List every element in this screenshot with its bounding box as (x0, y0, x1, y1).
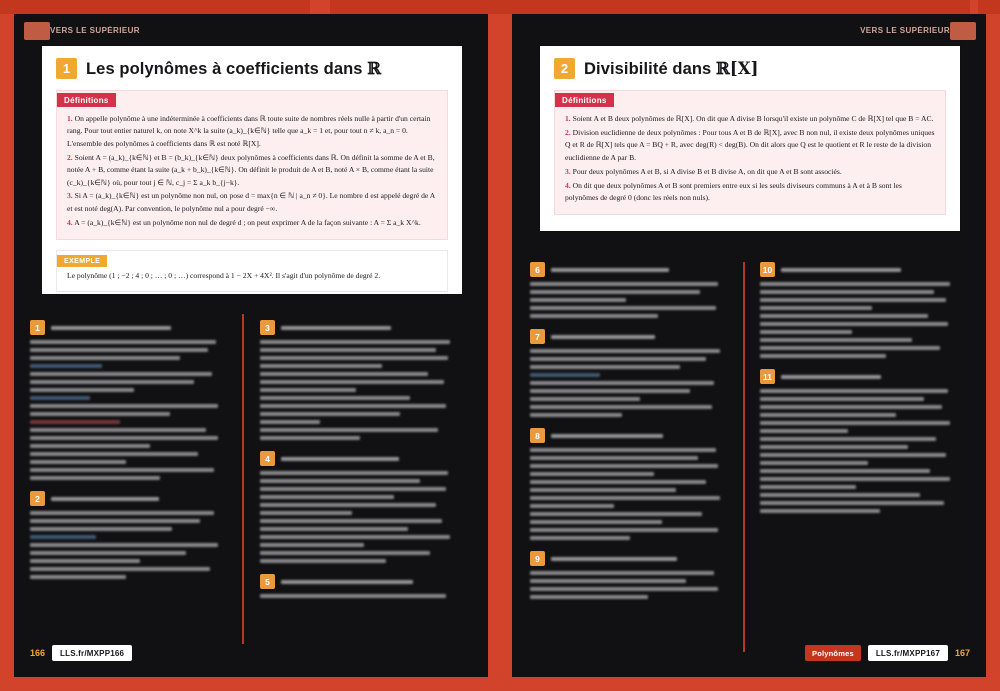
text-line (760, 421, 950, 425)
text-line (530, 357, 706, 361)
resource-code-right[interactable]: LLS.fr/MXPP167 (868, 645, 948, 661)
text-line (30, 468, 214, 472)
text-line (760, 298, 946, 302)
exercise-item[interactable] (760, 369, 960, 513)
text-line (30, 460, 126, 464)
definitions-tag-wrap (562, 91, 935, 109)
text-line (260, 388, 356, 392)
exercise-item[interactable] (530, 262, 728, 318)
text-line (760, 413, 896, 417)
exercise-item[interactable] (530, 551, 728, 599)
text-line (260, 340, 450, 344)
text-line (30, 404, 218, 408)
text-line (30, 420, 120, 424)
text-line (30, 388, 134, 392)
text-line (760, 453, 946, 457)
definition-number: 3. (565, 166, 571, 176)
text-line (260, 535, 450, 539)
text-line (260, 503, 436, 507)
exercise-title-blur (281, 457, 399, 461)
definition-paragraph (67, 217, 437, 229)
text-line (530, 456, 698, 460)
exercise-number: 8 (530, 428, 545, 443)
text-line (530, 306, 716, 310)
text-line (260, 594, 446, 598)
definition-text: On dit que deux polynômes A et B sont premiers entre eux si les seuls diviseurs communs à A et à B sont les polynômes de degré 0 (donc les réels non nuls). (565, 180, 902, 202)
card-title-row (56, 58, 448, 79)
definition-paragraph (67, 113, 437, 150)
definitions-tag-wrap (64, 91, 437, 109)
exercise-number: 7 (530, 329, 545, 344)
text-line (260, 372, 428, 376)
exercise-item[interactable] (260, 451, 460, 563)
text-line (760, 405, 942, 409)
card-title-symbol: ℝ (367, 58, 382, 78)
example-badge: EXEMPLE (57, 255, 107, 267)
definition-text: Division euclidienne de deux polynômes : Pour tous A et B de ℝ[X], avec B non nul, il existe deux polynômes uniques Q et R de ℝ[X] tels que A = BQ + R, avec deg(R) < deg(B). On dit alors que Q est le quotient et R le reste de la division euclidienne de A par B. (565, 127, 935, 162)
definition-paragraph (67, 152, 437, 189)
text-line (260, 420, 320, 424)
text-line (760, 461, 868, 465)
exercise-number: 10 (760, 262, 775, 277)
lesson-card-divisibilite (540, 46, 960, 231)
exercise-item[interactable] (30, 491, 226, 579)
example-tag-wrap (64, 251, 437, 269)
text-line (260, 495, 394, 499)
text-line (260, 551, 430, 555)
text-line (760, 354, 886, 358)
text-line (530, 413, 622, 417)
text-line (760, 469, 930, 473)
publisher-logo-right (950, 22, 976, 40)
text-line (760, 445, 908, 449)
top-band-center (330, 0, 970, 14)
exercise-item[interactable] (260, 320, 460, 440)
text-line (530, 587, 718, 591)
text-line (30, 364, 102, 368)
definition-paragraph (565, 166, 935, 178)
text-line (30, 412, 170, 416)
text-line (760, 485, 856, 489)
text-line (530, 373, 600, 377)
lesson-card-polynomes (42, 46, 462, 294)
text-line (530, 512, 702, 516)
text-line (530, 381, 714, 385)
exercise-item[interactable] (30, 320, 226, 480)
text-line (530, 298, 626, 302)
definitions-box (56, 90, 448, 240)
definition-paragraph (565, 113, 935, 125)
text-line (530, 496, 720, 500)
text-line (30, 551, 186, 555)
exercise-title-blur (551, 434, 663, 438)
text-line (260, 519, 442, 523)
exercise-header (260, 320, 460, 335)
exercise-number: 3 (260, 320, 275, 335)
exercise-number: 2 (30, 491, 45, 506)
exercise-header (530, 551, 728, 566)
text-line (760, 346, 940, 350)
text-line (260, 356, 448, 360)
exercise-item[interactable] (760, 262, 960, 358)
text-line (530, 536, 630, 540)
card-title-text: Divisibilité dans (584, 59, 717, 78)
exercise-item[interactable] (530, 329, 728, 417)
page-number-left: 166 (30, 648, 46, 658)
text-line (760, 501, 944, 505)
text-line (260, 543, 364, 547)
text-line (530, 472, 654, 476)
running-head-left: VERS LE SUPÉRIEUR (50, 26, 140, 35)
text-line (30, 559, 140, 563)
exercise-title-blur (551, 268, 669, 272)
text-line (530, 282, 718, 286)
text-line (30, 356, 180, 360)
text-line (760, 389, 948, 393)
definitions-badge: Définitions (57, 93, 116, 107)
text-line (260, 404, 446, 408)
exercise-column-left-1 (30, 320, 226, 590)
folio-left (30, 645, 132, 661)
exercise-header (760, 369, 960, 384)
page-title (584, 59, 759, 79)
text-line (260, 527, 408, 531)
exercise-title-blur (51, 326, 171, 330)
text-line (260, 428, 438, 432)
resource-code-left[interactable]: LLS.fr/MXPP166 (52, 645, 132, 661)
page-number-right: 167 (954, 648, 970, 658)
exercise-title-blur (551, 335, 655, 339)
text-line (260, 436, 360, 440)
definition-text: A = (a_k)_{k∈ℕ} est un polynôme non nul de degré d ; on peut exprimer A de la façon suivante : A = Σ a_k X^k. (74, 217, 421, 227)
exercise-header (530, 329, 728, 344)
text-line (30, 428, 206, 432)
definition-text: Soient A et B deux polynômes de ℝ[X]. On dit que A divise B lorsqu'il existe un polynôme C de ℝ[X] tel que B = AC. (572, 114, 934, 123)
text-line (30, 380, 194, 384)
definition-number: 2. (565, 127, 571, 137)
card-title-text: Les polynômes à coefficients dans (86, 59, 368, 78)
exercise-header (530, 428, 728, 443)
definition-text: On appelle polynôme à une indéterminée à coefficients dans ℝ toute suite de nombres réels nulle à partir d'un certain rang. Pour tout entier naturel k, on note X^k la suite (a_k)_{k∈ℕ} telle que a_k = 1 et, pour tout n ≠ k, a_n = 0. L'ensemble des polynômes à coefficients dans ℝ est noté ℝ[X]. (67, 114, 431, 148)
text-line (30, 511, 214, 515)
text-line (760, 477, 950, 481)
text-line (760, 509, 880, 513)
text-line (530, 520, 662, 524)
definition-number: 2. (67, 152, 73, 162)
exercise-number: 5 (260, 574, 275, 589)
definitions-badge: Définitions (555, 93, 614, 107)
card-title-symbol: ℝ[X] (716, 58, 759, 78)
text-line (530, 349, 720, 353)
exercise-title-blur (281, 580, 413, 584)
text-line (260, 412, 400, 416)
definition-number: 3. (67, 191, 73, 201)
text-line (530, 365, 680, 369)
definitions-box (554, 90, 946, 215)
exercise-number: 4 (260, 451, 275, 466)
exercise-title-blur (781, 268, 901, 272)
card-number-badge: 2 (554, 58, 575, 79)
exercise-number: 9 (530, 551, 545, 566)
definition-text: Si A = (a_k)_{k∈ℕ} est un polynôme non nul, on pose d = max{n ∈ ℕ | a_n ≠ 0}. Le nombre d est appelé degré de A et est noté deg(A). Par convention, le polynôme nul a pour degré −∞. (67, 191, 435, 213)
text-line (260, 348, 436, 352)
text-line (30, 372, 212, 376)
exercise-column-right-1 (530, 262, 728, 610)
text-line (30, 340, 216, 344)
text-line (260, 364, 382, 368)
text-line (530, 504, 614, 508)
exercise-number: 1 (30, 320, 45, 335)
definition-number: 1. (565, 114, 571, 123)
text-line (30, 567, 210, 571)
text-line (760, 429, 848, 433)
text-line (530, 389, 690, 393)
text-line (30, 452, 198, 456)
definition-paragraph (67, 190, 437, 215)
text-line (530, 579, 686, 583)
text-line (30, 348, 208, 352)
text-line (760, 397, 924, 401)
exercise-title-blur (281, 326, 391, 330)
text-line (760, 322, 948, 326)
definition-text: Pour deux polynômes A et B, si A divise B et B divise A, on dit que A et B sont associés. (572, 166, 842, 176)
text-line (760, 282, 950, 286)
definition-paragraph (565, 180, 935, 205)
exercise-item[interactable] (530, 428, 728, 540)
exercise-number: 11 (760, 369, 775, 384)
text-line (530, 488, 676, 492)
example-text: Le polynôme (1 ; −2 ; 4 ; 0 ; … ; 0 ; …) correspond à 1 − 2X + 4X². Il s'agit d'un polynôme de degré 2. (67, 271, 381, 281)
exercise-header (260, 574, 460, 589)
text-line (260, 396, 410, 400)
text-line (530, 528, 718, 532)
exercise-title-blur (51, 497, 159, 501)
text-line (260, 559, 386, 563)
text-line (760, 437, 936, 441)
exercise-header (30, 320, 226, 335)
text-line (30, 444, 150, 448)
running-head-right: VERS LE SUPÉRIEUR (860, 26, 950, 35)
text-line (530, 405, 712, 409)
text-line (30, 543, 218, 547)
text-line (30, 527, 172, 531)
top-band-right (978, 0, 1000, 14)
text-line (530, 397, 640, 401)
text-line (260, 487, 446, 491)
definition-number: 4. (565, 180, 571, 190)
exercise-header (530, 262, 728, 277)
text-line (760, 330, 852, 334)
top-band-left (0, 0, 310, 14)
text-line (30, 396, 90, 400)
exercise-column-left-2 (260, 320, 460, 609)
column-divider-right (743, 262, 745, 652)
exercise-item[interactable] (260, 574, 460, 598)
text-line (760, 493, 920, 497)
exercise-column-right-2 (760, 262, 960, 524)
example-box (56, 250, 448, 292)
text-line (530, 290, 700, 294)
text-line (760, 290, 934, 294)
exercise-header (760, 262, 960, 277)
page-title (86, 59, 381, 79)
text-line (530, 571, 714, 575)
text-line (260, 479, 420, 483)
text-line (30, 575, 126, 579)
text-line (260, 471, 448, 475)
publisher-logo-left (24, 22, 50, 40)
folio-right (805, 645, 970, 661)
text-line (260, 511, 352, 515)
text-line (760, 338, 912, 342)
text-line (30, 519, 200, 523)
column-divider-left (242, 314, 244, 644)
definition-number: 4. (67, 217, 73, 227)
card-title-row (554, 58, 946, 79)
text-line (530, 480, 706, 484)
text-line (530, 595, 648, 599)
text-line (30, 535, 96, 539)
exercise-header (30, 491, 226, 506)
text-line (30, 476, 160, 480)
text-line (30, 436, 218, 440)
text-line (530, 464, 718, 468)
definition-text: Soient A = (a_k)_{k∈ℕ} et B = (b_k)_{k∈ℕ} deux polynômes à coefficients dans ℝ. On définit la somme de A et B, notée A + B, comme étant la suite (a_k + b_k)_{k∈ℕ}. On définit le produit de A et B, noté A × B, comme étant la suite (c_k)_{k∈ℕ} où, pour tout j ∈ ℕ, c_j = Σ a_k b_{j−k}. (67, 152, 435, 187)
definition-number: 1. (67, 114, 73, 123)
exercise-title-blur (551, 557, 677, 561)
text-line (760, 314, 928, 318)
definition-paragraph (565, 127, 935, 164)
card-number-badge: 1 (56, 58, 77, 79)
exercise-title-blur (781, 375, 881, 379)
exercise-number: 6 (530, 262, 545, 277)
text-line (530, 314, 658, 318)
text-line (260, 380, 444, 384)
text-line (530, 448, 716, 452)
text-line (760, 306, 872, 310)
section-label-right: Polynômes (805, 645, 861, 661)
exercise-header (260, 451, 460, 466)
